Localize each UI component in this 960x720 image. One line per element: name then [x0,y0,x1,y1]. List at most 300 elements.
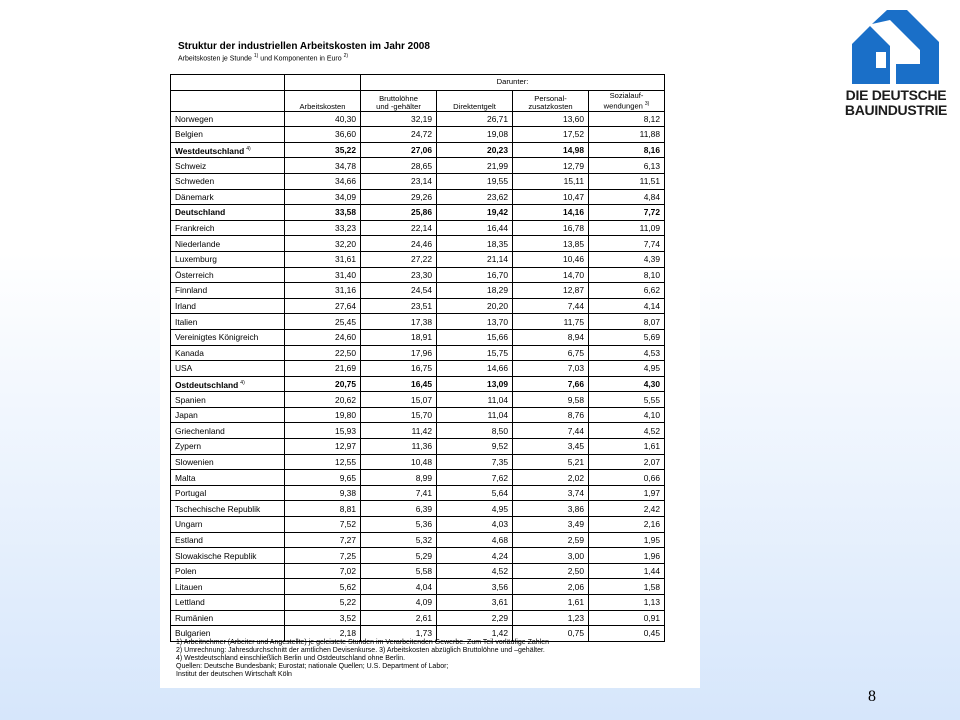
value-cell: 14,70 [513,267,589,283]
table-row [171,267,665,283]
country-cell [171,329,285,345]
footnote-line: Quellen: Deutsche Bundesbank; Eurostat; nationale Quellen; U.S. Department of Labor; [176,663,449,671]
value-cell: 4,14 [589,298,665,314]
value-cell: 3,52 [285,610,361,626]
value-cell: 24,54 [361,283,437,299]
value-cell: 31,40 [285,267,361,283]
value-cell: 6,62 [589,283,665,299]
value-cell: 11,51 [589,173,665,189]
group-header: Darunter: [361,75,665,91]
table-row [171,329,665,345]
value-cell: 9,65 [285,470,361,486]
country-name: Slowenien [175,456,214,467]
house-chevron-icon [849,10,943,88]
value-cell: 8,94 [513,329,589,345]
value-cell: 8,50 [437,423,513,439]
value-cell: 19,80 [285,407,361,423]
value-cell: 6,39 [361,501,437,517]
table-row [171,189,665,205]
logo-line-1: DIE DEUTSCHE [845,87,947,103]
value-cell: 4,52 [437,563,513,579]
value-cell: 7,03 [513,361,589,377]
country-cell [171,220,285,236]
footnote-line: Institut der deutschen Wirtschaft Köln [176,671,292,679]
header-corner [171,75,285,91]
value-cell: 16,78 [513,220,589,236]
value-cell: 11,75 [513,314,589,330]
country-cell [171,439,285,455]
value-cell: 3,74 [513,485,589,501]
column-header-line: Direktentgelt [453,101,496,111]
country-name: Estland [175,534,203,545]
value-cell: 0,91 [589,610,665,626]
country-name: Irland [175,301,196,312]
value-cell: 8,99 [361,470,437,486]
value-cell: 18,29 [437,283,513,299]
country-name: Frankreich [175,223,215,234]
value-cell: 8,07 [589,314,665,330]
value-cell: 35,22 [285,142,361,158]
country-cell [171,579,285,595]
country-name: Ostdeutschland [175,379,239,390]
value-cell: 7,44 [513,298,589,314]
value-cell: 5,36 [361,517,437,533]
value-cell: 4,04 [361,579,437,595]
table-row [171,423,665,439]
value-cell: 16,44 [437,220,513,236]
table-row [171,501,665,517]
value-cell: 40,30 [285,111,361,127]
value-cell: 12,87 [513,283,589,299]
country-name: Japan [175,410,198,421]
value-cell: 7,44 [513,423,589,439]
value-cell: 7,35 [437,454,513,470]
column-header-row [171,90,665,111]
table-row [171,517,665,533]
subtitle-note-a: 1) [253,53,259,59]
value-cell: 1,96 [589,548,665,564]
country-name: Deutschland [175,207,226,218]
country-cell [171,376,285,392]
value-cell: 10,48 [361,454,437,470]
value-cell: 2,07 [589,454,665,470]
value-cell: 7,62 [437,470,513,486]
country-cell [171,205,285,221]
country-cell [171,548,285,564]
country-name: Niederlande [175,238,221,249]
country-note: 4) [246,146,251,153]
value-cell: 14,98 [513,142,589,158]
value-cell: 15,93 [285,423,361,439]
value-cell: 4,68 [437,532,513,548]
table-row [171,610,665,626]
value-cell: 5,21 [513,454,589,470]
country-name: Polen [175,566,197,577]
value-cell: 20,20 [437,298,513,314]
value-cell: 3,00 [513,548,589,564]
country-name: Lettland [175,597,205,608]
table-row [171,454,665,470]
value-cell: 13,85 [513,236,589,252]
country-cell [171,595,285,611]
country-name: Schweiz [175,160,207,171]
value-cell: 3,45 [513,439,589,455]
value-cell: 2,29 [437,610,513,626]
table-row [171,407,665,423]
value-cell: 4,52 [589,423,665,439]
value-cell: 4,09 [361,595,437,611]
table-row [171,485,665,501]
value-cell: 11,42 [361,423,437,439]
value-cell: 5,64 [437,485,513,501]
value-cell: 15,75 [437,345,513,361]
table-row [171,142,665,158]
value-cell: 16,45 [361,376,437,392]
country-name: Litauen [175,581,203,592]
value-cell: 7,27 [285,532,361,548]
value-cell: 24,46 [361,236,437,252]
country-cell [171,127,285,143]
value-cell: 8,16 [589,142,665,158]
value-cell: 18,35 [437,236,513,252]
value-cell: 20,75 [285,376,361,392]
footnote-line: 1) Arbeitnehmer (Arbeiter und Angestellte) je geleistete Stunden im Verarbeitenden Gewerbe. Zum Teil vorläufige Zahlen [176,639,550,646]
country-cell [171,470,285,486]
table-row [171,251,665,267]
table-row [171,205,665,221]
value-cell: 3,61 [437,595,513,611]
value-cell: 1,58 [589,579,665,595]
table-row [171,127,665,143]
value-cell: 11,88 [589,127,665,143]
value-cell: 24,72 [361,127,437,143]
value-cell: 5,69 [589,329,665,345]
country-name: Griechenland [175,425,225,436]
value-cell: 20,23 [437,142,513,158]
country-name: Malta [175,472,196,483]
value-cell: 22,14 [361,220,437,236]
header-blank [285,75,361,91]
value-cell: 1,73 [361,626,437,642]
value-cell: 27,64 [285,298,361,314]
value-cell: 18,91 [361,329,437,345]
value-cell: 19,55 [437,173,513,189]
subtitle-text-b: und Komponenten in Euro [260,55,342,63]
value-cell: 27,06 [361,142,437,158]
value-cell: 7,52 [285,517,361,533]
value-cell: 16,75 [361,361,437,377]
value-cell: 1,95 [589,532,665,548]
value-cell: 14,16 [513,205,589,221]
value-cell: 0,45 [589,626,665,642]
value-cell: 5,62 [285,579,361,595]
table-row [171,220,665,236]
value-cell: 7,72 [589,205,665,221]
country-name: Kanada [175,347,204,358]
value-cell: 2,18 [285,626,361,642]
value-cell: 8,12 [589,111,665,127]
value-cell: 10,46 [513,251,589,267]
country-cell [171,485,285,501]
country-name: Luxemburg [175,254,217,265]
country-cell [171,173,285,189]
value-cell: 4,30 [589,376,665,392]
table-row [171,563,665,579]
value-cell: 9,58 [513,392,589,408]
country-name: Schweden [175,176,215,187]
value-cell: 10,47 [513,189,589,205]
value-cell: 5,55 [589,392,665,408]
page-title: Struktur der industriellen Arbeitskosten im Jahr 2008 [178,41,430,52]
country-cell [171,407,285,423]
value-cell: 7,66 [513,376,589,392]
value-cell: 26,71 [437,111,513,127]
table-row [171,376,665,392]
table-row [171,361,665,377]
value-cell: 17,52 [513,127,589,143]
country-name: Bulgarien [175,628,211,639]
value-cell: 34,09 [285,189,361,205]
table-row [171,439,665,455]
table-row [171,532,665,548]
country-cell [171,267,285,283]
value-cell: 24,60 [285,329,361,345]
value-cell: 34,66 [285,173,361,189]
value-cell: 23,30 [361,267,437,283]
value-cell: 25,86 [361,205,437,221]
value-cell: 5,58 [361,563,437,579]
value-cell: 0,75 [513,626,589,642]
value-cell: 8,76 [513,407,589,423]
value-cell: 19,42 [437,205,513,221]
value-cell: 2,42 [589,501,665,517]
table-row [171,111,665,127]
table-row [171,345,665,361]
value-cell: 33,23 [285,220,361,236]
value-cell: 29,26 [361,189,437,205]
table-row [171,595,665,611]
value-cell: 4,24 [437,548,513,564]
value-cell: 23,51 [361,298,437,314]
value-cell: 21,99 [437,158,513,174]
column-header-line: Personal- [534,93,567,103]
value-cell: 2,06 [513,579,589,595]
country-name: Tschechische Republik [175,503,261,514]
country-cell [171,236,285,252]
value-cell: 1,13 [589,595,665,611]
value-cell: 21,69 [285,361,361,377]
country-cell [171,423,285,439]
footnote-line: 4) Westdeutschland einschließlich Berlin und Ostdeutschland ohne Berlin. [176,655,406,663]
country-name: Westdeutschland [175,145,245,156]
value-cell: 4,10 [589,407,665,423]
value-cell: 1,61 [589,439,665,455]
country-cell [171,361,285,377]
value-cell: 25,45 [285,314,361,330]
value-cell: 4,39 [589,251,665,267]
value-cell: 22,50 [285,345,361,361]
value-cell: 27,22 [361,251,437,267]
table-row [171,236,665,252]
table-row [171,314,665,330]
country-name: Italien [175,316,198,327]
table-row [171,548,665,564]
column-header-2 [361,90,437,111]
value-cell: 6,75 [513,345,589,361]
country-note: 4) [240,380,245,387]
value-cell: 5,32 [361,532,437,548]
value-cell: 14,66 [437,361,513,377]
column-header-line: Arbeitskosten [299,101,346,111]
value-cell: 36,60 [285,127,361,143]
country-cell [171,111,285,127]
country-name: Österreich [175,269,214,280]
value-cell: 2,02 [513,470,589,486]
table-row [171,392,665,408]
column-header-line: wendungen $^{3)}$ [603,101,650,111]
value-cell: 33,58 [285,205,361,221]
country-cell [171,454,285,470]
country-name: Norwegen [175,113,214,124]
value-cell: 13,60 [513,111,589,127]
column-header-line: zusatzkosten [528,101,573,111]
column-note: 3) [644,101,650,108]
value-cell: 7,74 [589,236,665,252]
value-cell: 12,97 [285,439,361,455]
column-header-3 [437,90,513,111]
value-cell: 9,52 [437,439,513,455]
table-row [171,173,665,189]
value-cell: 31,16 [285,283,361,299]
value-cell: 16,70 [437,267,513,283]
value-cell: 7,25 [285,548,361,564]
country-cell [171,189,285,205]
country-cell [171,392,285,408]
country-cell [171,563,285,579]
value-cell: 34,78 [285,158,361,174]
value-cell: 2,59 [513,532,589,548]
country-name: Spanien [175,394,206,405]
column-header-line: Bruttolöhne [379,93,418,103]
country-name: USA [175,363,193,374]
value-cell: 20,62 [285,392,361,408]
value-cell: 4,95 [437,501,513,517]
value-cell: 12,55 [285,454,361,470]
value-cell: 5,22 [285,595,361,611]
country-cell [171,251,285,267]
footnote-line: 2) Umrechnung: Jahresdurchschnitt der amtlichen Devisenkurse. 3) Arbeitskosten abzüglich Bruttolöhne und –gehälter. [176,647,545,655]
column-header-5 [589,90,665,111]
value-cell: 4,84 [589,189,665,205]
value-cell: 31,61 [285,251,361,267]
table-row [171,158,665,174]
country-cell [171,532,285,548]
labor-cost-table [170,74,665,642]
value-cell: 28,65 [361,158,437,174]
country-name: Ungarn [175,519,203,530]
country-cell [171,314,285,330]
value-cell: 1,97 [589,485,665,501]
page-number: 8 [868,688,876,705]
value-cell: 13,70 [437,314,513,330]
value-cell: 15,66 [437,329,513,345]
country-name: Finnland [175,285,208,296]
country-cell [171,501,285,517]
table-row [171,579,665,595]
value-cell: 23,14 [361,173,437,189]
country-name: Belgien [175,129,203,140]
table-row [171,470,665,486]
value-cell: 7,02 [285,563,361,579]
value-cell: 11,04 [437,407,513,423]
value-cell: 21,14 [437,251,513,267]
value-cell: 12,79 [513,158,589,174]
country-cell [171,142,285,158]
column-header-country [171,90,285,111]
value-cell: 1,23 [513,610,589,626]
value-cell: 4,03 [437,517,513,533]
country-name: Slowakische Republik [175,550,257,561]
value-cell: 3,56 [437,579,513,595]
value-cell: 8,81 [285,501,361,517]
value-cell: 11,36 [361,439,437,455]
value-cell: 5,29 [361,548,437,564]
value-cell: 3,49 [513,517,589,533]
country-cell [171,610,285,626]
country-name: Portugal [175,488,207,499]
country-cell [171,158,285,174]
column-header-line: Sozialauf- [609,91,644,101]
column-header-4 [513,90,589,111]
value-cell: 2,16 [589,517,665,533]
country-cell [171,345,285,361]
company-logo [840,10,952,118]
page-subtitle [178,53,348,62]
value-cell: 11,04 [437,392,513,408]
column-header-line: und -gehälter [376,101,421,111]
value-cell: 4,53 [589,345,665,361]
value-cell: 4,95 [589,361,665,377]
value-cell: 2,50 [513,563,589,579]
value-cell: 8,10 [589,267,665,283]
country-cell [171,298,285,314]
value-cell: 15,70 [361,407,437,423]
value-cell: 1,42 [437,626,513,642]
subtitle-text-a: Arbeitskosten je Stunde [178,55,252,63]
value-cell: 2,61 [361,610,437,626]
value-cell: 19,08 [437,127,513,143]
table-body [171,111,665,641]
value-cell: 17,38 [361,314,437,330]
country-name: Zypern [175,441,202,452]
table-row [171,283,665,299]
value-cell: 32,19 [361,111,437,127]
value-cell: 0,66 [589,470,665,486]
value-cell: 23,62 [437,189,513,205]
value-cell: 1,44 [589,563,665,579]
country-cell [171,283,285,299]
value-cell: 7,41 [361,485,437,501]
country-name: Vereinigtes Königreich [175,332,259,343]
country-cell [171,517,285,533]
logo-line-2: BAUINDUSTRIE [844,102,948,118]
column-header-1 [285,90,361,111]
footnotes [176,639,696,679]
subtitle-note-b: 2) [343,53,349,59]
value-cell: 1,61 [513,595,589,611]
value-cell: 3,86 [513,501,589,517]
value-cell: 13,09 [437,376,513,392]
